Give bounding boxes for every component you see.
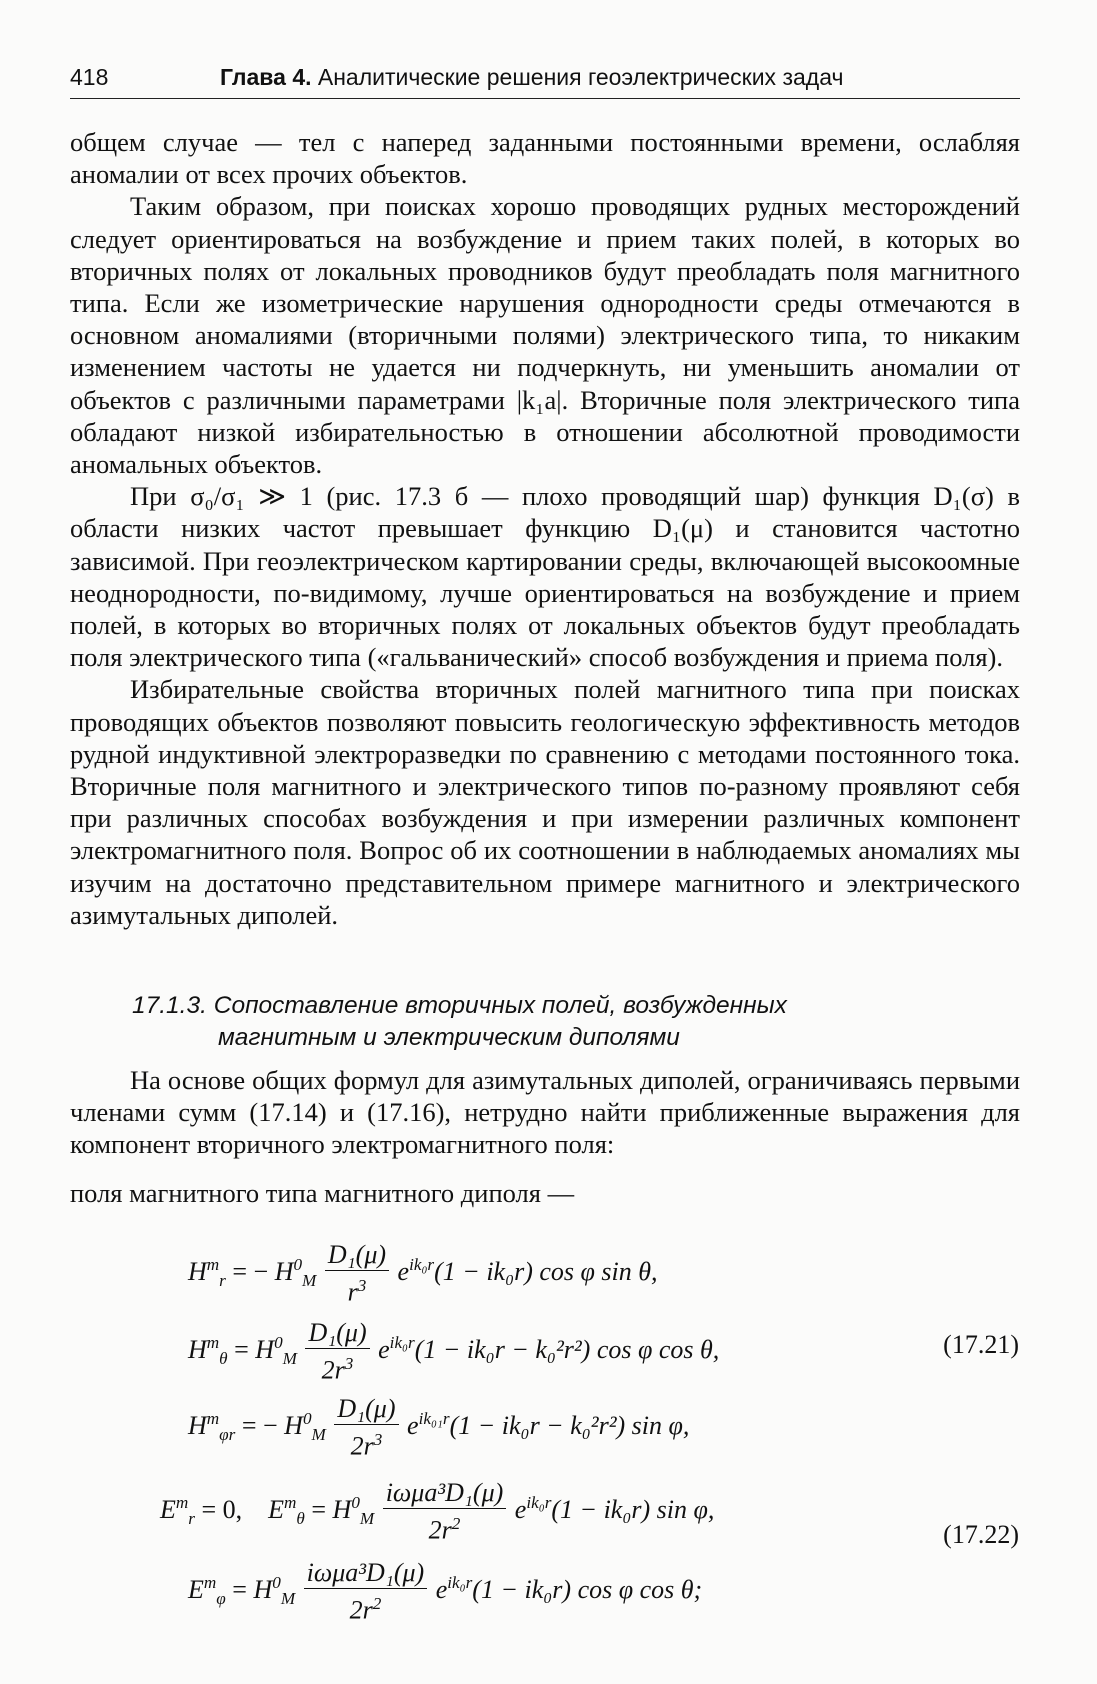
fraction: $\frac{\text{D₁(μ)}}{2r^3}$ <box>305 1318 369 1386</box>
chapter-name: Аналитические решения геоэлектрических задач <box>317 64 844 90</box>
section-heading <box>132 990 982 1054</box>
equation-lead-in <box>70 1177 1020 1209</box>
section-intro <box>70 1064 1020 1161</box>
section-title-line-1: Сопоставление вторичных полей, возбужденных <box>213 992 787 1019</box>
paragraph-3: При σ₀/σ₁ ≫ 1 (рис. 17.3 б — плохо проводящий шар) функция D₁(σ) в области низких частот превышает функцию D₁(μ) и становится частотно зависимой. При геоэлектрическом картировании среды, включающей высокоомные неоднородности, по-видимому, лучше ориентироваться на возбуждение и прием полей, в которых во вторичных полях от локальных объектов будут преобладать поля электрического типа («гальванический» способ возбуждения и приема поля). <box>70 481 1020 673</box>
body-text <box>70 126 1020 931</box>
equation-number-17-21: (17.21) <box>943 1330 1019 1359</box>
equation-htheta-body: $H^m_\theta = H^0_M$ $\frac{\text{D₁(μ)}}{2r^3}$ $e^{ik_0r}(1 - ik_0r - k_0^2r^2)$ cos φ cos θ, <box>188 1318 720 1385</box>
paragraph-4: Избирательные свойства вторичных полей магнитного типа при поисках проводящих объектов позволяют повысить геологическую эффективность методов рудной индуктивной электроразведки по сравнению с методами постоянного тока. Вторичные поля магнитного и электрического типов по-разному проявляют себя при различных способах возбуждения и при измерении различных компонент электромагнитного поля. Вопрос об их соотношении в наблюдаемых аномалиях мы изучим на достаточно представительном примере магнитного и электрического азимутальных диполей. <box>70 674 1020 930</box>
paragraph-2: Таким образом, при поисках хорошо проводящих рудных месторождений следует ориентироваться на возбуждение и прием таких полей, в которых во вторичных полях от локальных проводников будут преобладать поля магнитного типа. Если же изометрические нарушения однородности среды отмечаются в основном аномалиями (вторичными полями) электрического типа, то никаким изменением частоты не удается ни подчеркнуть, ни уменьшить аномалии от объектов с различными параметрами |k₁a|. Вторичные поля электрического типа обладают низкой избирательностью в отношении абсолютной проводимости аномальных объектов. <box>70 191 1020 480</box>
equation-er-etheta-body: $E^m_r = 0$, $E^m_\theta = H^0_M$ $\frac{\text{iωμa³D₁(μ)}}{2r^2}$ $e^{ik_0r}(1 - ik_0r)$ sin φ, <box>160 1478 715 1545</box>
fraction: $\frac{\text{iωμa³D₁(μ)}}{2r^2}$ <box>304 1558 428 1626</box>
chapter-title <box>220 64 843 91</box>
equation-ephi-body: $E^m_\varphi = H^0_M$ $\frac{\text{iωμa³D₁(μ)}}{2r^2}$ $e^{ik_0r}(1 - ik_0r)$ cos φ cos θ; <box>188 1558 703 1625</box>
equation-hr-body: $H^m_r$ = − $H^0_M$ $\frac{\text{D₁(μ)}}{r^3}$ $e^{ik_0r}(1 - ik_0r)$ cos φ sin θ, <box>188 1240 658 1307</box>
chapter-label: Глава 4. <box>220 64 312 90</box>
equation-hphi-body: $H^m_{\varphi r}$ = − $H^0_M$ $\frac{\text{D₁(μ)}}{2r^3}$ $e^{ik_{01}r}(1 - ik_0r - k_0^2r^2)$ sin φ, <box>188 1394 690 1461</box>
fraction: $\frac{\text{iωμa³D₁(μ)}}{2r^2}$ <box>383 1478 507 1546</box>
lead-in-text: поля магнитного типа магнитного диполя — <box>70 1178 575 1208</box>
running-header <box>70 64 1020 99</box>
fraction: $\frac{\text{D₁(μ)}}{2r^3}$ <box>334 1394 398 1462</box>
fraction: $\frac{\text{D₁(μ)}}{r^3}$ <box>325 1240 389 1308</box>
section-title-line-2: магнитным и электрическим диполями <box>218 1024 680 1051</box>
equation-number-17-22: (17.22) <box>943 1520 1019 1549</box>
section-number: 17.1.3. <box>132 992 207 1019</box>
paragraph-1: общем случае — тел с наперед заданными постоянными времени, ослабляя аномалии от всех прочих объектов. <box>70 127 1020 190</box>
page-number: 418 <box>70 64 109 90</box>
section-intro-text: На основе общих формул для азимутальных диполей, ограничиваясь первыми членами сумм (17.14) и (17.16), нетрудно найти приближенные выражения для компонент вторичного электромагнитного поля: <box>70 1065 1020 1160</box>
